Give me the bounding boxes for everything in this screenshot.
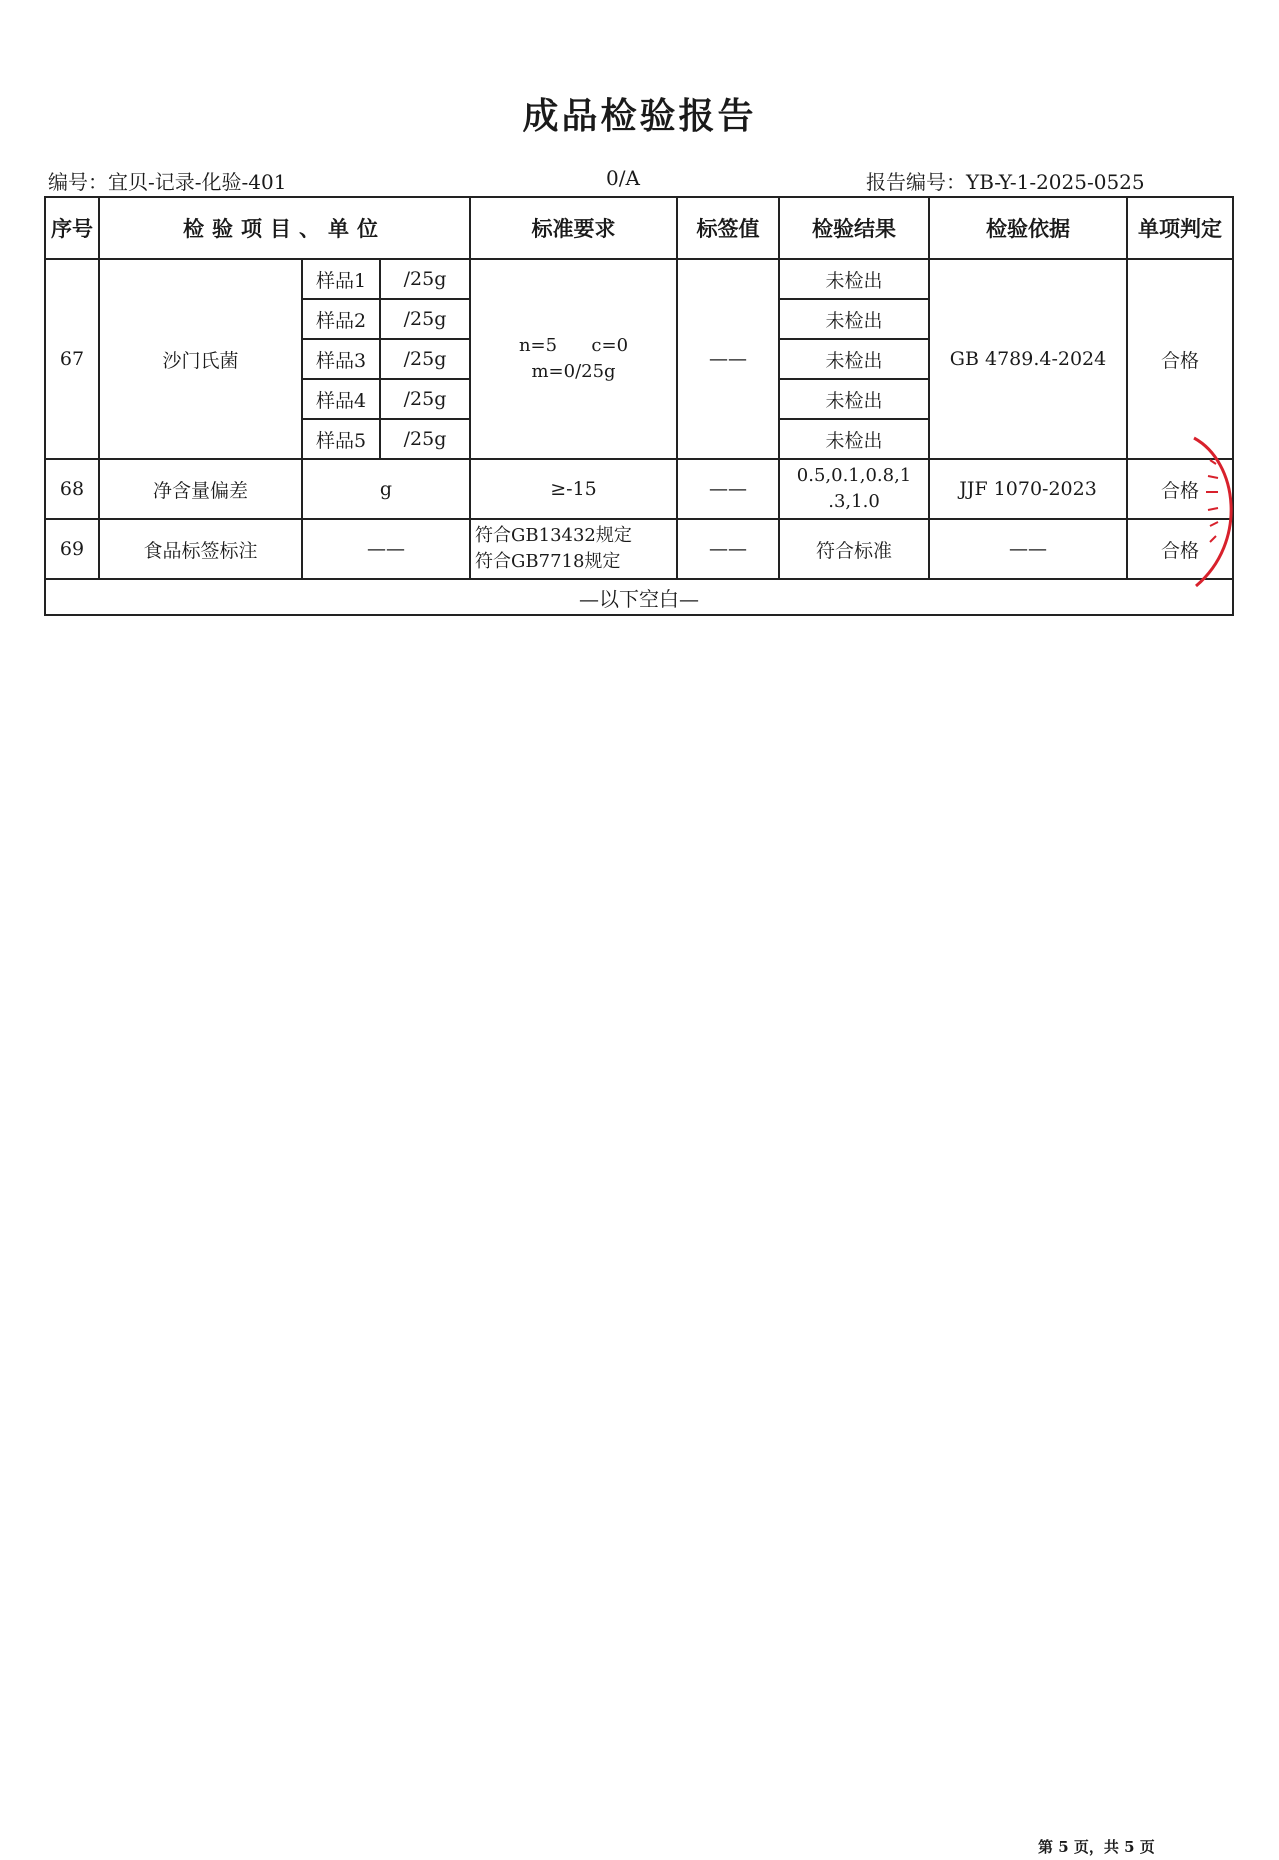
item-name: 食品标签标注 — [99, 519, 302, 579]
blank-row — [45, 579, 1233, 615]
header-label-value: 标签值 — [677, 197, 779, 259]
header-judgement: 单项判定 — [1127, 197, 1233, 259]
report-title: 成品检验报告 — [522, 96, 757, 137]
standard-requirement — [470, 259, 677, 459]
result-line: .3,1.0 — [828, 491, 880, 512]
item-unit: g — [302, 459, 470, 519]
result-line: 0.5,0.1,0.8,1 — [796, 465, 912, 486]
sample-name: 样品5 — [302, 419, 380, 459]
sample-unit: /25g — [380, 339, 470, 379]
header-result: 检验结果 — [779, 197, 929, 259]
sample-unit: /25g — [380, 419, 470, 459]
test-result: 未检出 — [779, 379, 929, 419]
test-basis: JJF 1070-2023 — [929, 459, 1127, 519]
table-row — [45, 459, 1233, 519]
standard-line: 符合GB7718规定 — [475, 551, 621, 572]
stamp-arc — [1194, 438, 1231, 586]
test-result: 未检出 — [779, 339, 929, 379]
label-value: —— — [677, 519, 779, 579]
item-name: 净含量偏差 — [99, 459, 302, 519]
table-row — [45, 259, 1233, 299]
red-seal-stamp — [1186, 432, 1244, 592]
row-number: 68 — [45, 459, 99, 519]
judgement: 合格 — [1127, 519, 1233, 579]
label-value: —— — [677, 459, 779, 519]
header-item: 检验项目、单位 — [99, 197, 470, 259]
record-number: 编号：宜贝-记录-化验-401 — [48, 170, 287, 194]
row-number: 69 — [45, 519, 99, 579]
test-result: 未检出 — [779, 299, 929, 339]
blank-note: —以下空白— — [45, 579, 1233, 615]
standard-requirement: ≥-15 — [470, 459, 677, 519]
stamp-mark — [1206, 460, 1218, 542]
test-result — [779, 459, 929, 519]
standard-line: 符合GB13432规定 — [475, 525, 632, 546]
sample-unit: /25g — [380, 299, 470, 339]
test-basis: —— — [929, 519, 1127, 579]
sample-unit: /25g — [380, 379, 470, 419]
row-number: 67 — [45, 259, 99, 459]
test-basis: GB 4789.4-2024 — [929, 259, 1127, 459]
header-no: 序号 — [45, 197, 99, 259]
standard-line: m=0/25g — [531, 361, 616, 382]
inspection-table — [44, 196, 1234, 616]
table-row — [45, 519, 1233, 579]
judgement: 合格 — [1127, 259, 1233, 459]
header-row — [45, 197, 1233, 259]
standard-line: n=5 c=0 — [518, 335, 629, 356]
header-basis: 检验依据 — [929, 197, 1127, 259]
sample-name: 样品4 — [302, 379, 380, 419]
sample-name: 样品1 — [302, 259, 380, 299]
sample-unit: /25g — [380, 259, 470, 299]
sample-name: 样品3 — [302, 339, 380, 379]
test-result: 符合标准 — [779, 519, 929, 579]
label-value: —— — [677, 259, 779, 459]
standard-requirement — [470, 519, 677, 579]
judgement: 合格 — [1127, 459, 1233, 519]
sample-name: 样品2 — [302, 299, 380, 339]
test-result: 未检出 — [779, 259, 929, 299]
header-standard: 标准要求 — [470, 197, 677, 259]
report-number: 报告编号：YB-Y-1-2025-0525 — [866, 170, 1145, 194]
page-footer: 第 5 页，共 5 页 — [1038, 1838, 1155, 1856]
version-code: 0/A — [606, 166, 640, 190]
item-name: 沙门氏菌 — [99, 259, 302, 459]
test-result: 未检出 — [779, 419, 929, 459]
item-unit: —— — [302, 519, 470, 579]
